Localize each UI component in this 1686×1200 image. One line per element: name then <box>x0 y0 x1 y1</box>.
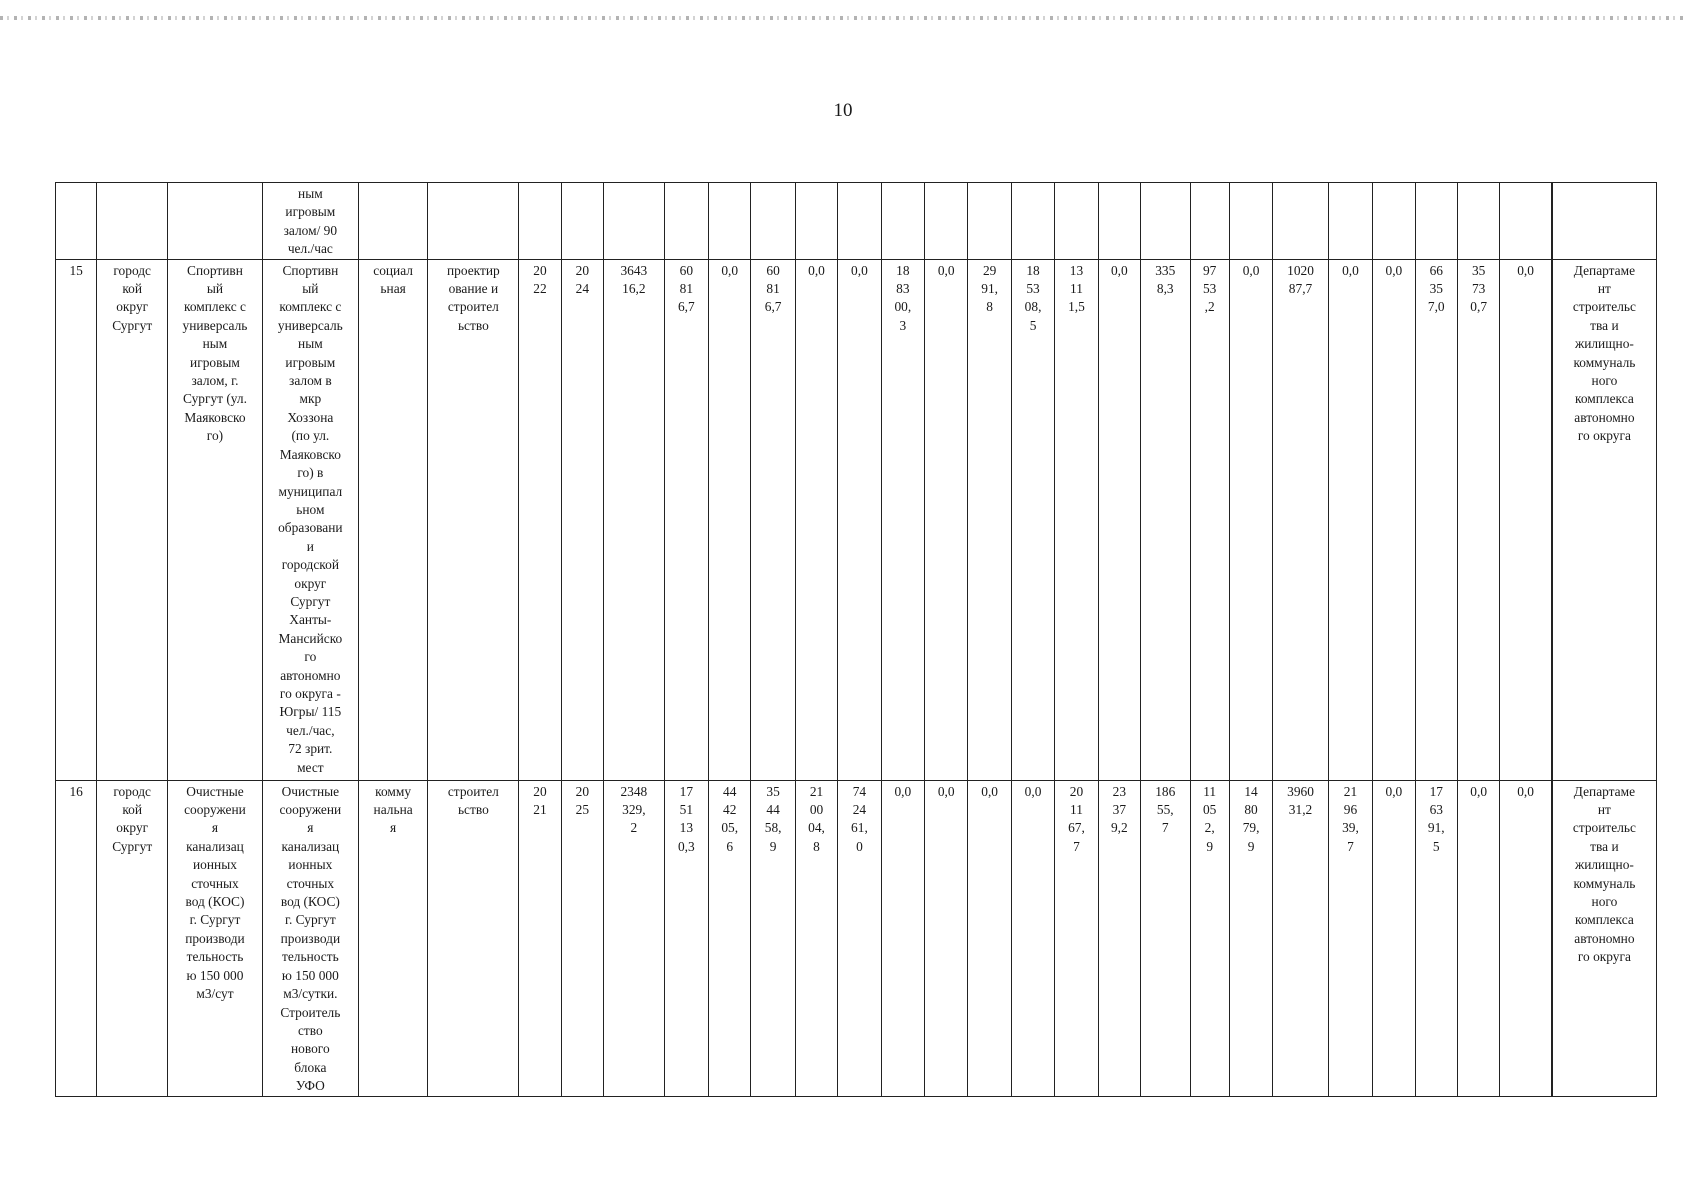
table-cell: 15 <box>56 259 97 780</box>
table-cell: Спортивн ый комплекс с универсаль ным игровым залом в мкр Хоззона (по ул. Маяковско го) в муниципал ьном образовани и городской округ Сургут Ханты- Мансийско го автономно го округа - Югры/ 115 чел./час, 72 зрит. мест <box>262 259 358 780</box>
table-cell: 335 8,3 <box>1141 259 1190 780</box>
table-cell: 0,0 <box>881 780 924 1096</box>
table-cell: 0,0 <box>795 259 837 780</box>
table-cell <box>1328 183 1372 260</box>
table-cell: 16 <box>56 780 97 1096</box>
table-cell: 11 05 2, 9 <box>1190 780 1229 1096</box>
table-row <box>56 259 1657 780</box>
table-cell <box>1273 183 1329 260</box>
table-cell <box>1552 183 1656 260</box>
table-cell: 13 11 1,5 <box>1055 259 1098 780</box>
table-body <box>56 183 1657 1097</box>
table-cell: 21 96 39, 7 <box>1328 780 1372 1096</box>
table-cell: 74 24 61, 0 <box>838 780 881 1096</box>
page-number: 10 <box>833 100 853 121</box>
table-cell: 0,0 <box>1328 259 1372 780</box>
table-cell: 3643 16,2 <box>604 259 665 780</box>
table-cell: 18 83 00, 3 <box>881 259 924 780</box>
table-cell: 20 11 67, 7 <box>1055 780 1098 1096</box>
table-cell: 23 37 9,2 <box>1098 780 1140 1096</box>
table-cell: Очистные сооружени я канализац ионных сточных вод (КОС) г. Сургут производи тельность ю 150 000 м3/сут <box>168 780 263 1096</box>
table-cell <box>925 183 968 260</box>
table-cell <box>881 183 924 260</box>
table-cell <box>428 183 519 260</box>
table-cell <box>664 183 708 260</box>
table-cell <box>358 183 428 260</box>
table-cell <box>1055 183 1098 260</box>
table-cell <box>1415 183 1457 260</box>
table-cell: 60 81 6,7 <box>664 259 708 780</box>
table-cell: 21 00 04, 8 <box>795 780 837 1096</box>
table-cell: 20 22 <box>519 259 561 780</box>
table-cell: 35 44 58, 9 <box>751 780 795 1096</box>
table-cell <box>838 183 881 260</box>
table-cell: 17 63 91, 5 <box>1415 780 1457 1096</box>
table-cell: 0,0 <box>1373 259 1415 780</box>
table-cell: 0,0 <box>1011 780 1054 1096</box>
table-cell <box>1098 183 1140 260</box>
table-cell <box>751 183 795 260</box>
table-cell: 0,0 <box>1229 259 1272 780</box>
table-cell <box>709 183 751 260</box>
table-row <box>56 183 1657 260</box>
table-cell: комму нальна я <box>358 780 428 1096</box>
table-cell: 0,0 <box>709 259 751 780</box>
table-cell: 14 80 79, 9 <box>1229 780 1272 1096</box>
table-cell: 20 24 <box>561 259 603 780</box>
table-cell: 3960 31,2 <box>1273 780 1329 1096</box>
table-cell: 0,0 <box>1500 259 1551 780</box>
table-cell: 0,0 <box>968 780 1011 1096</box>
table-cell: 97 53 ,2 <box>1190 259 1229 780</box>
table-cell: Очистные сооружени я канализац ионных сточных вод (КОС) г. Сургут производи тельность ю 150 000 м3/сутки. Строитель ство нового блока УФО <box>262 780 358 1096</box>
table-cell <box>1500 183 1551 260</box>
table-cell <box>1190 183 1229 260</box>
table-cell: 66 35 7,0 <box>1415 259 1457 780</box>
table-cell: 2348 329, 2 <box>604 780 665 1096</box>
data-table <box>55 182 1657 1097</box>
table-cell: ным игровым залом/ 90 чел./час <box>262 183 358 260</box>
table-cell: 20 21 <box>519 780 561 1096</box>
table-cell: 0,0 <box>1500 780 1551 1096</box>
table-cell: Спортивн ый комплекс с универсаль ным игровым залом, г. Сургут (ул. Маяковско го) <box>168 259 263 780</box>
table-cell <box>1373 183 1415 260</box>
table-row <box>56 780 1657 1096</box>
table-cell: 29 91, 8 <box>968 259 1011 780</box>
table-cell <box>795 183 837 260</box>
table-cell: 186 55, 7 <box>1141 780 1190 1096</box>
table-cell: социал ьная <box>358 259 428 780</box>
table-cell: 0,0 <box>925 780 968 1096</box>
table-cell: 20 25 <box>561 780 603 1096</box>
table-cell: 0,0 <box>1457 780 1499 1096</box>
table-cell: городс кой округ Сургут <box>97 259 168 780</box>
table-cell: 44 42 05, 6 <box>709 780 751 1096</box>
table-cell: 17 51 13 0,3 <box>664 780 708 1096</box>
table-cell <box>56 183 97 260</box>
table-cell: 18 53 08, 5 <box>1011 259 1054 780</box>
table-cell <box>968 183 1011 260</box>
table-cell: 35 73 0,7 <box>1457 259 1499 780</box>
table-cell: 0,0 <box>838 259 881 780</box>
table-cell <box>1457 183 1499 260</box>
scan-edge-artifact <box>0 16 1686 20</box>
table-cell: 0,0 <box>1098 259 1140 780</box>
table-cell: Департаме нт строительс тва и жилищно- коммуналь ного комплекса автономно го округа <box>1552 780 1656 1096</box>
table-cell <box>604 183 665 260</box>
table-cell <box>1141 183 1190 260</box>
table-cell: городс кой округ Сургут <box>97 780 168 1096</box>
table-cell <box>1229 183 1272 260</box>
table-cell <box>561 183 603 260</box>
table-cell <box>168 183 263 260</box>
table-cell: строител ьство <box>428 780 519 1096</box>
table-cell: Департаме нт строительс тва и жилищно- коммуналь ного комплекса автономно го округа <box>1552 259 1656 780</box>
table-cell <box>1011 183 1054 260</box>
table-cell: 0,0 <box>1373 780 1415 1096</box>
table-cell: проектир ование и строител ьство <box>428 259 519 780</box>
table-cell <box>519 183 561 260</box>
table-cell: 0,0 <box>925 259 968 780</box>
table-cell: 1020 87,7 <box>1273 259 1329 780</box>
table-cell: 60 81 6,7 <box>751 259 795 780</box>
table-cell <box>97 183 168 260</box>
